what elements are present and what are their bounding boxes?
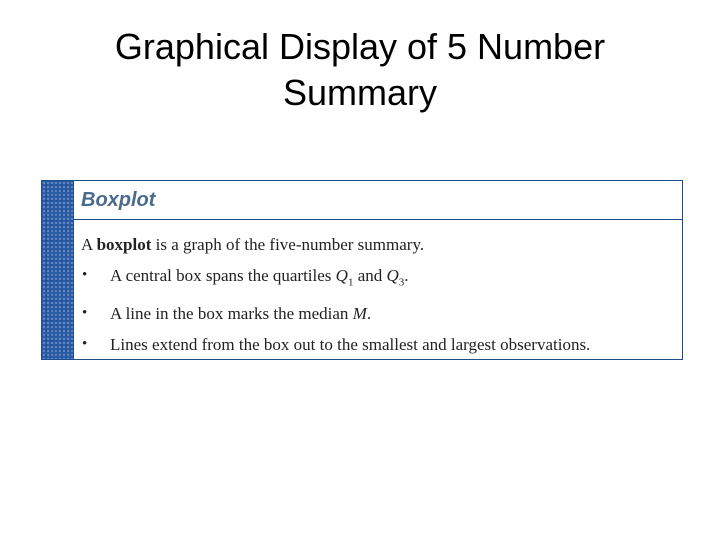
bullet-icon: •: [82, 305, 88, 322]
definition-body: [74, 220, 682, 359]
definition-box: [41, 180, 683, 360]
bullet-text-end: .: [404, 266, 409, 285]
bullet-list: [81, 260, 674, 360]
bullet-text: A line in the box marks the median: [110, 304, 353, 324]
decorative-stripe: [42, 181, 74, 359]
intro-prefix: A: [81, 235, 97, 254]
median-symbol: M: [352, 304, 367, 324]
bullet-text: Lines extend from the box out to the smallest and largest observations.: [110, 335, 591, 355]
intro-term: boxplot: [96, 235, 152, 254]
bullet-item-median: [81, 298, 674, 329]
bullet-item-whiskers: [81, 329, 674, 360]
slide-title-line-1: Graphical Display of 5 Number: [114, 26, 606, 67]
definition-intro: [81, 229, 674, 260]
q1-symbol: $Q_1$: [335, 266, 354, 289]
bullet-icon: •: [82, 267, 88, 283]
bullet-text: A central box spans the quartiles: [110, 266, 336, 285]
bullet-icon: •: [82, 336, 88, 353]
slide-title-line-2: Summary: [282, 72, 438, 113]
q3-symbol: $Q_3$: [386, 266, 405, 289]
bullet-text-end: .: [366, 304, 372, 324]
bullet-item-quartiles: [81, 260, 674, 298]
definition-heading: Boxplot: [81, 189, 156, 211]
slide-title: [0, 24, 720, 116]
intro-rest: is a graph of the five-number summary.: [151, 235, 425, 254]
bullet-text-and: and: [353, 266, 387, 285]
definition-box-header: [74, 181, 682, 220]
